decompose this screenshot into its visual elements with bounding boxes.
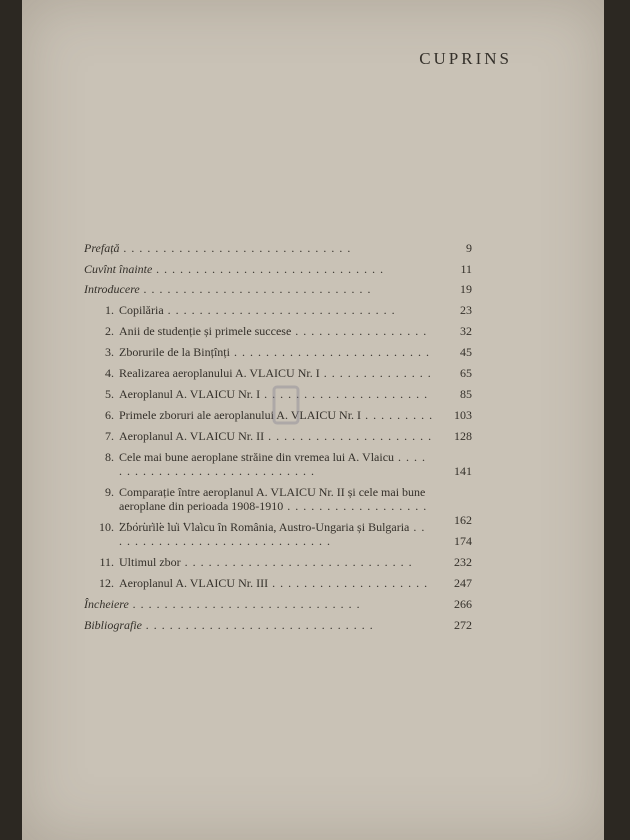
toc-entry-number: 2.	[105, 324, 114, 338]
toc-entry-page: 65	[460, 366, 472, 380]
toc-entry	[84, 241, 472, 255]
toc-entry-title: Zborurile de la Bințînți . .	[119, 345, 432, 359]
toc-entry-title: Bibliografie . .	[84, 618, 432, 632]
toc-entry-page: 162	[454, 513, 472, 527]
toc-entry-page: 45	[460, 345, 472, 359]
toc-entry-page: 32	[460, 324, 472, 338]
toc-entry-title: Anii de studenție și primele succese . .	[119, 324, 432, 338]
dot-leader	[268, 576, 432, 590]
toc-entry	[84, 597, 472, 611]
toc-entry-number: 7.	[105, 429, 114, 443]
toc-entry	[84, 618, 472, 632]
toc-entry-title: Aeroplanul A. VLAICU Nr. II . .	[119, 429, 432, 443]
toc-entry-page: 9	[466, 241, 472, 255]
toc-entry-page: 128	[454, 429, 472, 443]
toc-entry-title: Zborurile lui Vlaicu în România, Austro-Ungaria și Bulgaria . .	[119, 520, 432, 548]
toc-entry-title: Cele mai bune aeroplane străine din vremea lui A. Vlaicu . .	[119, 450, 432, 478]
toc-entry-title: Aeroplanul A. VLAICU Nr. I . .	[119, 387, 432, 401]
toc-entry-title: Comparație între aeroplanul A. VLAICU Nr. II și cele mai bune aeroplane din perioada 1908-1910 . .	[119, 485, 432, 527]
book-page	[22, 0, 604, 840]
toc-entry-page: 23	[460, 303, 472, 317]
toc-entry-page: 141	[454, 464, 472, 478]
toc-entry	[92, 366, 472, 380]
toc-entry-page: 85	[460, 387, 472, 401]
watermark-mark	[272, 383, 402, 429]
dot-leader	[120, 241, 352, 255]
toc-entry-number: 10.	[99, 520, 114, 534]
dot-leader	[164, 303, 396, 317]
toc-entry-title: Aeroplanul A. VLAICU Nr. III . .	[119, 576, 432, 590]
page-title: CUPRINS	[419, 49, 512, 68]
toc-entry-page: 232	[454, 555, 472, 569]
toc-entry-number: 4.	[105, 366, 114, 380]
toc-entry-number: 11.	[99, 555, 114, 569]
toc-entry	[92, 324, 472, 338]
watermark-logo	[272, 383, 402, 429]
toc-entry-title: Ultimul zbor . .	[119, 555, 432, 569]
toc-entry-page: 11	[460, 262, 472, 276]
toc-entry-page: 103	[454, 408, 472, 422]
toc-entry	[84, 282, 472, 296]
toc-entry	[92, 576, 472, 590]
toc-entry-number: 12.	[99, 576, 114, 590]
toc-entry-title: Primele zboruri ale aeroplanului A. VLAICU Nr. I . .	[119, 408, 432, 422]
toc-entry-page: 174	[454, 534, 472, 548]
toc-entry	[92, 520, 472, 548]
toc-entry-number: 1.	[105, 303, 114, 317]
toc-entry-number: 5.	[105, 387, 114, 401]
toc-entry	[92, 345, 472, 359]
dot-leader	[230, 345, 432, 359]
toc-entry-page: 19	[460, 282, 472, 296]
toc-entry-number: 8.	[105, 450, 114, 464]
toc-entry-title: Introducere . .	[84, 282, 432, 296]
dot-leader	[291, 324, 432, 338]
dot-leader	[264, 429, 432, 443]
dot-leader	[181, 555, 413, 569]
toc-entry-title: Copilăria . .	[119, 303, 432, 317]
toc-entry-number: 6.	[105, 408, 114, 422]
toc-entry-title: Cuvînt înainte . .	[84, 262, 432, 276]
toc-entry	[92, 450, 472, 478]
toc-entry-page: 272	[454, 618, 472, 632]
toc-entry-title: Realizarea aeroplanului A. VLAICU Nr. I . .	[119, 366, 432, 380]
toc-entry-page: 266	[454, 597, 472, 611]
toc-entry	[92, 555, 472, 569]
dot-leader	[142, 618, 374, 632]
toc-entry	[92, 429, 472, 443]
dot-leader	[129, 597, 361, 611]
toc-entry-number: 3.	[105, 345, 114, 359]
dot-leader	[140, 282, 372, 296]
toc-entry	[84, 262, 472, 276]
toc-entry	[92, 303, 472, 317]
toc-entry-page: 247	[454, 576, 472, 590]
dot-leader	[320, 366, 432, 380]
toc-entry-title: Încheiere . .	[84, 597, 432, 611]
dot-leader	[152, 262, 384, 276]
toc-entry-number: 9.	[105, 485, 114, 499]
toc-entry-title: Prefață . .	[84, 241, 432, 255]
